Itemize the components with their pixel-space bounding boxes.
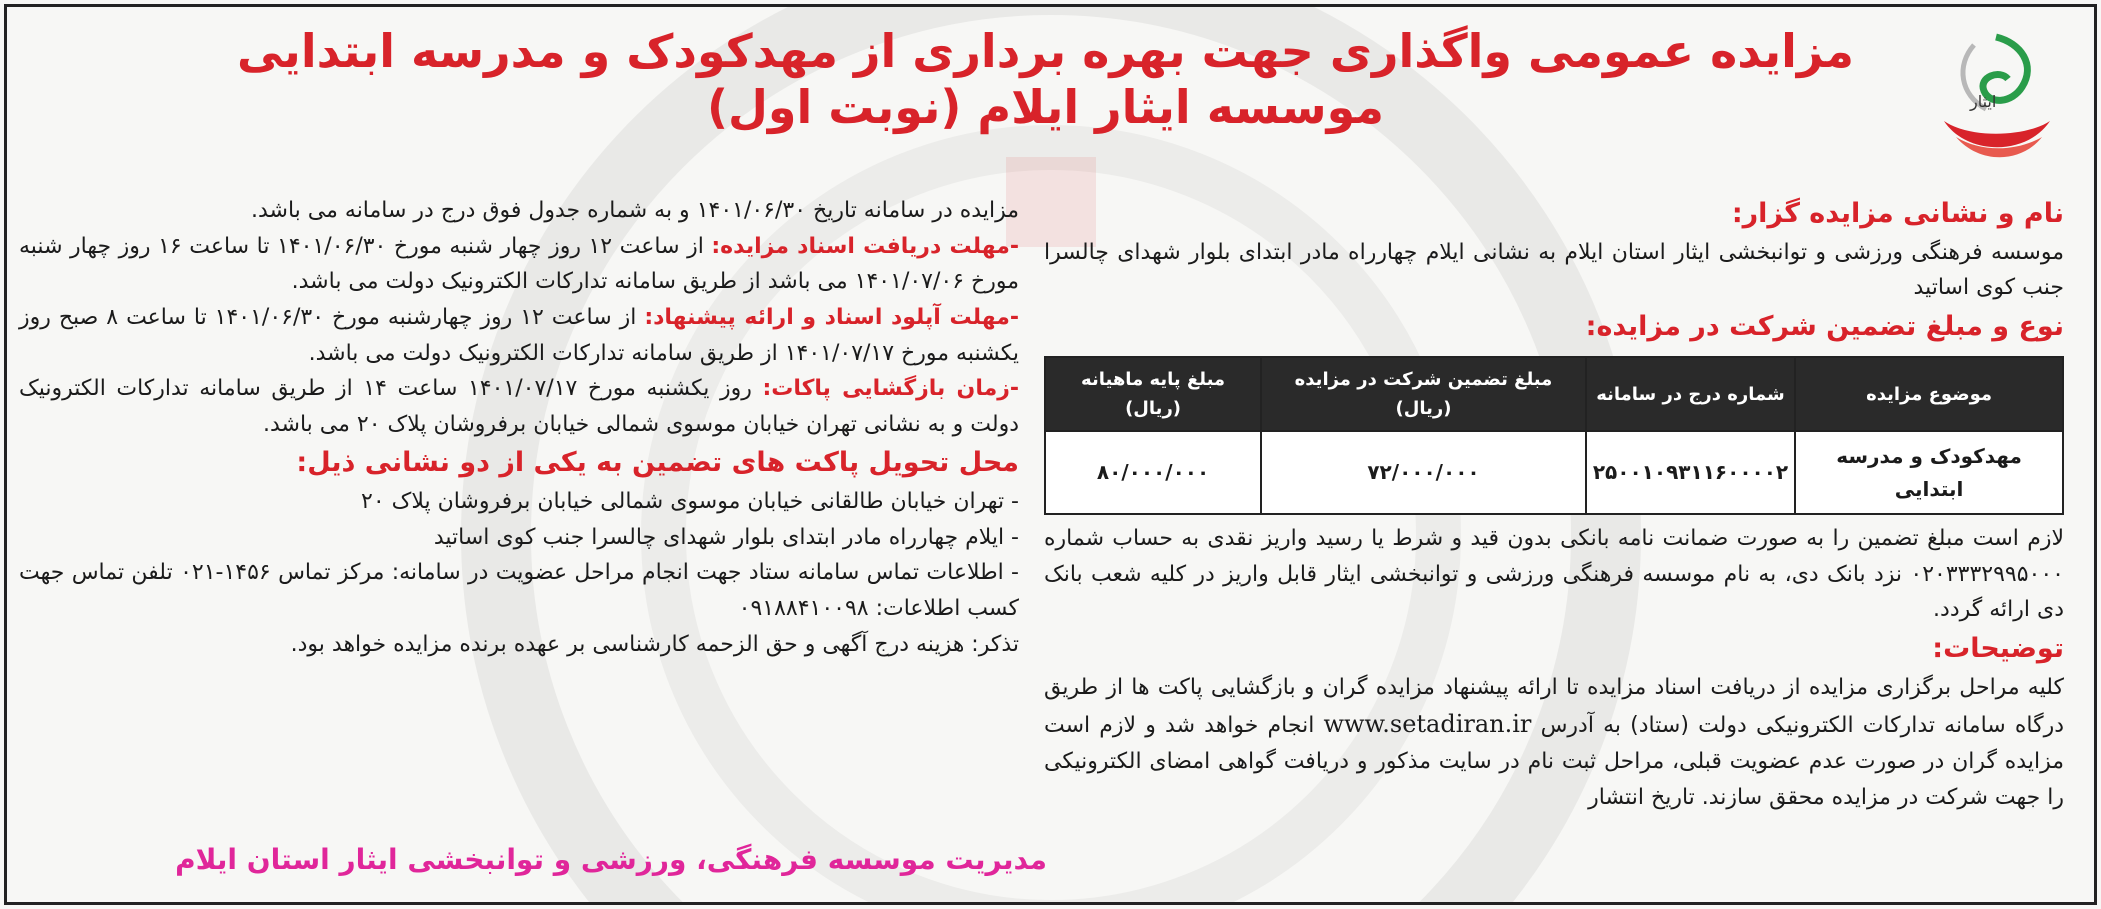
table-cell: ۷۲/۰۰۰/۰۰۰: [1261, 431, 1586, 514]
organizer-text: موسسه فرهنگی ورزشی و توانبخشی ایثار استان ایلام به نشانی ایلام چهارراه مادر ابتدای بلوار شهدای چالسرا جنب کوی اساتید: [1044, 239, 2064, 301]
notes-heading: توضیحات:: [1932, 632, 2064, 664]
auction-table: [1044, 356, 2064, 515]
delivery-address-2: - ایلام چهارراه مادر ابتدای بلوار شهدای چالسرا جنب کوی اساتید: [433, 524, 1019, 550]
organizer-heading: نام و نشانی مزایده گزار:: [1731, 198, 2064, 229]
table-cell: ۲۵۰۰۱۰۹۳۱۱۶۰۰۰۰۲: [1586, 431, 1795, 514]
table-header-row: [1045, 357, 2063, 431]
notes-paragraph: [1044, 670, 2064, 816]
intro-text: مزایده در سامانه تاریخ ۱۴۰۱/۰۶/۳۰ و به شماره جدول فوق درج در سامانه می باشد.: [250, 198, 1019, 223]
logo-label: ایثار: [1970, 92, 1997, 111]
table-cell: مهدکودک و مدرسه ابتدایی: [1795, 431, 2063, 514]
opening-time: [19, 371, 1019, 442]
isar-logo-icon: [1926, 25, 2066, 175]
delivery-heading: محل تحویل پاکت های تضمین به یکی از دو نشانی ذیل:: [296, 447, 1019, 479]
table-header-cell: شماره درج در سامانه: [1586, 357, 1795, 431]
opening-text: روز یکشنبه مورخ ۱۴۰۱/۰۷/۱۷ ساعت ۱۴ از طریق سامانه تدارکات الکترونیک دولت و به نشانی تهران خیابان موسوی شمالی خیابان برفروشان پلاک ۲۰ می باشد.: [19, 376, 1019, 437]
opening-label: -زمان بازگشایی پاکات:: [762, 376, 1020, 402]
signature-line: مدیریت موسسه فرهنگی، ورزشی و توانبخشی ایثار استان ایلام: [175, 843, 1047, 876]
guarantee-text: لازم است مبلغ تضمین را به صورت ضمانت نامه بانکی بدون قید و شرط یا رسید واریز نقدی به حساب شماره ۰۲۰۳۳۳۲۹۹۵۰۰۰ نزد بانک دی، به نام موسسه فرهنگی ورزشی و توانبخشی ایثار قابل واریز در کلیه شعب بانک دی ارائه گردد.: [1044, 526, 2064, 623]
website-link[interactable]: www.setadiran.ir: [1323, 710, 1532, 739]
table-header-cell: مبلغ پایه ماهیانه (ریال): [1045, 357, 1261, 431]
table-row: [1045, 431, 2063, 514]
deadline-upload-label: -مهلت آپلود اسناد و ارائه پیشنهاد:: [644, 304, 1019, 330]
deadline-receive-text: از ساعت ۱۲ روز چهار شنبه مورخ ۱۴۰۱/۰۶/۳۰ تا ساعت ۱۶ روز چهار شنبه مورخ ۱۴۰۱/۰۷/۰۶ می باشد از طریق سامانه تدارکات الکترونیک دولت می باشد.: [19, 233, 1019, 295]
table-header-cell: موضوع مزایده: [1795, 357, 2063, 431]
deadline-upload-text: از ساعت ۱۲ روز چهارشنبه مورخ ۱۴۰۱/۰۶/۳۰ تا ساعت ۸ صبح روز یکشنبه مورخ ۱۴۰۱/۰۷/۱۷ از طریق سامانه تدارکات الکترونیک دولت می باشد.: [19, 304, 1019, 366]
delivery-address-1: - تهران خیابان طالقانی خیابان موسوی شمالی خیابان برفروشان پلاک ۲۰: [361, 489, 1019, 515]
deadline-receive-label: -مهلت دریافت اسناد مزایده:: [711, 233, 1019, 259]
deadline-upload: [19, 300, 1019, 371]
table-cell: ۸۰/۰۰۰/۰۰۰: [1045, 431, 1261, 514]
page-title: [187, 23, 1904, 135]
title-line-2: موسسه ایثار ایلام (نوبت اول): [707, 80, 1384, 135]
table-header-cell: مبلغ تضمین شرکت در مزایده (ریال): [1261, 357, 1586, 431]
title-line-1: مزایده عمومی واگذاری جهت بهره برداری از مهدکودک و مدرسه ابتدایی: [237, 24, 1854, 78]
guarantee-heading: نوع و مبلغ تضمین شرکت در مزایده:: [1585, 311, 2064, 343]
deadline-receive: [19, 229, 1019, 300]
notes-text-1: کلیه مراحل برگزاری مزایده از دریافت اسناد مزایده تا ارائه پیشنهاد مزایده گران و بازگشایی پاکت ها از طریق درگاه سامانه تدارکات الکترونیکی دولت (ستاد) به آدرس: [1044, 674, 2064, 739]
contact-info: - اطلاعات تماس سامانه ستاد جهت انجام مراحل عضویت در سامانه: مرکز تماس ۱۴۵۶-۰۲۱ تلفن تماس جهت کسب اطلاعات: ۰۹۱۸۸۴۱۰۰۹۸: [19, 560, 1019, 622]
left-column: [19, 193, 1019, 662]
right-column: [1044, 193, 2064, 816]
notes-text-2: انجام خواهد شد و لازم است مزایده گران در صورت عدم عضویت قبلی، مراحل ثبت نام در سایت مذکور و دریافت گواهی امضای الکترونیکی را جهت شرکت در مزایده محقق سازند. تاریخ انتشار: [1044, 713, 2064, 810]
ad-frame: [4, 4, 2097, 905]
reminder-text: تذکر: هزینه درج آگهی و حق الزحمه کارشناسی بر عهده برنده مزایده خواهد بود.: [290, 631, 1019, 657]
